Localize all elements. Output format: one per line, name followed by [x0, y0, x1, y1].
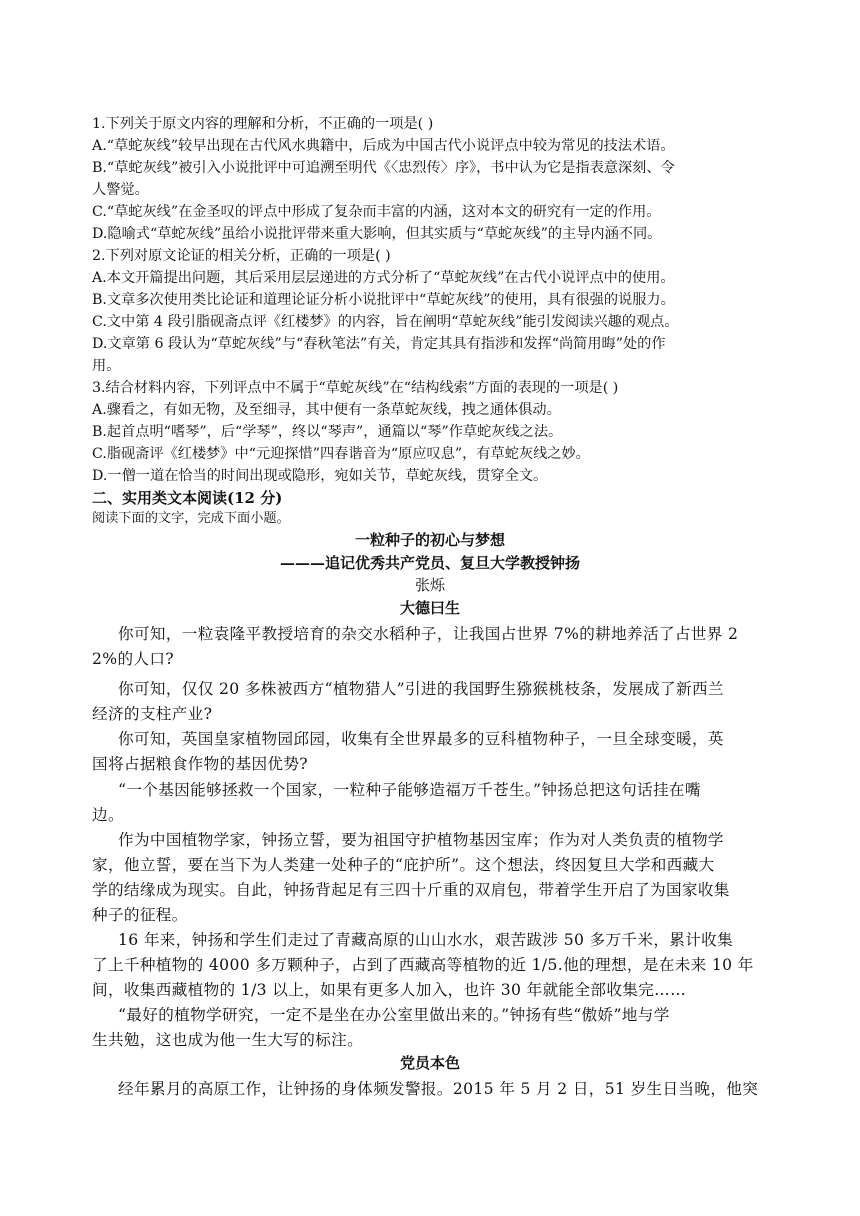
- paragraph-6-line-1: 16 年来，钟扬和学生们走过了青藏高原的山山水水，艰苦跋涉 50 多万千米，累计收集: [118, 931, 734, 949]
- question-1-option-a: A.“草蛇灰线”较早出现在古代风水典籍中，后成为中国古代小说评点中较为常见的技法术语。: [92, 138, 675, 154]
- paragraph-5-line-3: 学的结缘成为现实。自此，钟扬背起足有三四十斤重的双肩包，带着学生开启了为国家收集: [92, 881, 730, 899]
- question-3-option-c: C.脂砚斋评《红楼梦》中“元迎探惜”四春谐音为“原应叹息”，有草蛇灰线之妙。: [92, 446, 590, 462]
- question-1-option-b: B.“草蛇灰线”被引入小说批评中可追溯至明代《〈忠烈传〉序》，书中认为它是指表意深刻、令: [92, 160, 675, 176]
- question-2-option-b: B.文章多次使用类比论证和道理论证分析小说批评中“草蛇灰线”的使用，具有很强的说服力。: [92, 292, 675, 308]
- article-subtitle: ———追记优秀共产党员、复旦大学教授钟扬: [279, 554, 580, 572]
- question-2-option-d: D.文章第 6 段认为“草蛇灰线”与“春秋笔法”有关，肯定其具有指涉和发挥“尚简用晦”处的作: [92, 336, 666, 352]
- question-2-option-d-cont: 用。: [92, 358, 121, 374]
- paragraph-4-line-1: “一个基因能够拯救一个国家，一粒种子能够造福万千苍生。”钟扬总把这句话挂在嘴: [118, 781, 701, 799]
- question-2-option-c: C.文中第 4 段引脂砚斋点评《红楼梦》的内容，旨在阐明“草蛇灰线”能引发阅读兴趣的观点。: [92, 314, 679, 330]
- question-3-option-b: B.起首点明“嗜琴”，后“学琴”，终以“琴声”，通篇以“琴”作草蛇灰线之法。: [92, 424, 563, 440]
- paragraph-7-line-1: “最好的植物学研究，一定不是坐在办公室里做出来的。”钟扬有些“傲娇”地与学: [118, 1006, 670, 1024]
- paragraph-8-line-1: 经年累月的高原工作，让钟扬的身体频发警报。2015 年 5 月 2 日，51 岁生日当晚，他突: [118, 1080, 759, 1098]
- question-1-option-b-cont: 人警觉。: [92, 182, 149, 198]
- paragraph-5-line-2: 家，他立誓，要在当下为人类建一处种子的“庇护所”。这个想法，终因复旦大学和西藏大: [92, 856, 715, 874]
- question-3-option-a: A.骤看之，有如无物，及至细寻，其中便有一条草蛇灰线，拽之通体俱动。: [92, 402, 561, 418]
- question-1-stem: 1.下列关于原文内容的理解和分析，不正确的一项是( ): [92, 116, 434, 132]
- paragraph-6-line-3: 间，收集西藏植物的 1/3 以上，如果有更多人加入，也许 30 年就能全部收集完……: [92, 981, 687, 999]
- paragraph-6-line-2: 了上千种植物的 4000 多万颗种子，占到了西藏高等植物的近 1/5.他的理想，是在未来 10 年: [92, 956, 754, 974]
- paragraph-1-line-2: 2%的人口?: [92, 650, 174, 668]
- paragraph-1-line-1: 你可知，一粒袁隆平教授培育的杂交水稻种子，让我国占世界 7%的耕地养活了占世界 2: [118, 625, 739, 643]
- question-2-stem: 2.下列对原文论证的相关分析，正确的一项是( ): [92, 248, 391, 264]
- paragraph-4-line-2: 边。: [92, 806, 124, 824]
- paragraph-3-line-1: 你可知，英国皇家植物园邱园，收集有全世界最多的豆科植物种子，一旦全球变暖，英: [118, 730, 724, 748]
- paragraph-2-line-2: 经济的支柱产业?: [92, 705, 213, 723]
- article-author: 张烁: [414, 576, 445, 594]
- paragraph-3-line-2: 国将占据粮食作物的基因优势?: [92, 755, 308, 773]
- section-instruction: 阅读下面的文字，完成下面小题。: [92, 511, 290, 526]
- section-heading-dade: 大德曰生: [399, 599, 460, 617]
- paragraph-5-line-4: 种子的征程。: [92, 906, 188, 924]
- paragraph-2-line-1: 你可知，仅仅 20 多株被西方“植物猎人”引进的我国野生猕猴桃枝条，发展成了新西兰: [118, 680, 724, 698]
- paragraph-5-line-1: 作为中国植物学家，钟扬立誓，要为祖国守护植物基因宝库；作为对人类负责的植物学: [118, 831, 724, 849]
- section-heading-dangyuan: 党员本色: [399, 1054, 460, 1072]
- paragraph-7-line-2: 生共勉，这也成为他一生大写的标注。: [92, 1031, 364, 1049]
- article-title: 一粒种子的初心与梦想: [354, 531, 505, 549]
- question-1-option-d: D.隐喻式“草蛇灰线”虽给小说批评带来重大影响，但其实质与“草蛇灰线”的主导内涵不同。: [92, 226, 662, 242]
- question-2-option-a: A.本文开篇提出问题，其后采用层层递进的方式分析了“草蛇灰线”在古代小说评点中的使用。: [92, 270, 675, 286]
- section-heading: 二、实用类文本阅读(12 分): [92, 489, 283, 507]
- question-3-stem: 3.结合材料内容，下列评点中不属于“草蛇灰线”在“结构线索”方面的表现的一项是( ): [92, 380, 619, 396]
- question-3-option-d: D.一僧一道在恰当的时间出现或隐形，宛如关节，草蛇灰线，贯穿全文。: [92, 468, 548, 484]
- question-1-option-c: C.“草蛇灰线”在金圣叹的评点中形成了复杂而丰富的内涵，这对本文的研究有一定的作用。: [92, 204, 661, 220]
